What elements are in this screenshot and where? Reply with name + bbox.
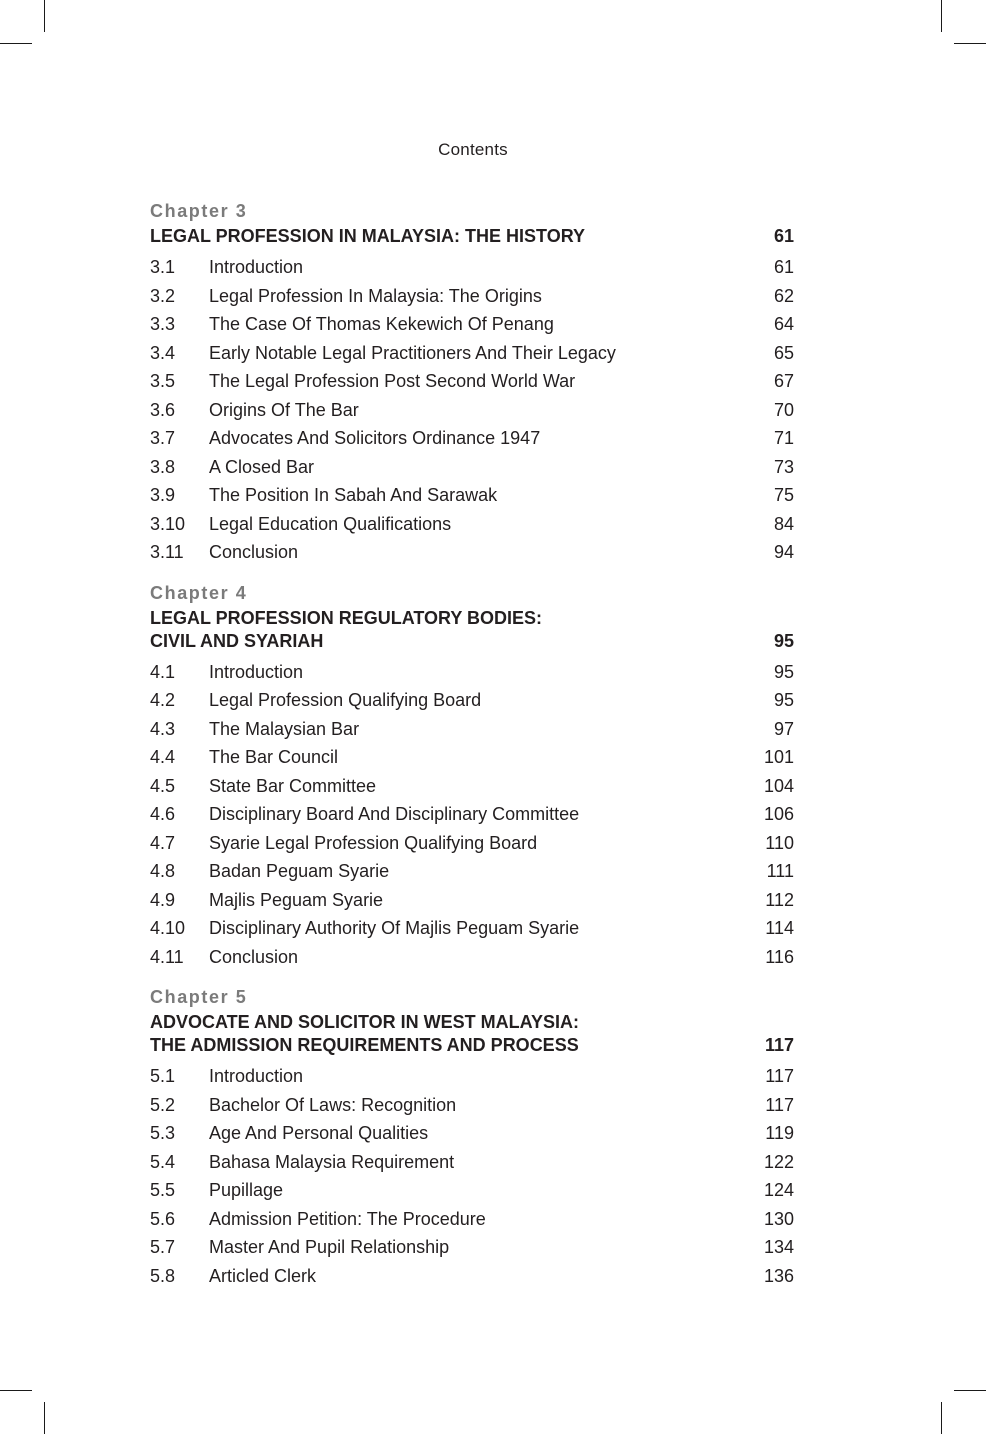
section-title: Majlis Peguam Syarie [209, 889, 384, 910]
section-number: 5.5 [150, 1180, 176, 1200]
crop-mark-bottom-left-horizontal [0, 1390, 32, 1391]
section-title: Conclusion [209, 542, 299, 562]
section-title: Legal Education Qualifications [209, 513, 452, 534]
section-number: 3.7 [150, 428, 176, 448]
section-row [150, 886, 794, 915]
section-row [150, 339, 794, 368]
section-row [150, 686, 794, 715]
section-title: A Closed Bar [209, 456, 315, 477]
section-row [150, 282, 794, 311]
section-page-number: 67 [773, 371, 794, 391]
section-title: Bahasa Malaysia Requirement [209, 1151, 455, 1172]
crop-mark-top-right-vertical [941, 0, 942, 32]
section-row [150, 772, 794, 801]
section-title: Bachelor Of Laws: Recognition [209, 1094, 457, 1115]
crop-mark-top-left-horizontal [0, 43, 32, 44]
section-row [150, 1205, 794, 1234]
section-title: Conclusion [209, 946, 299, 967]
section-row [150, 367, 794, 396]
section-page-number: 116 [765, 946, 794, 967]
section-title: Legal Profession In Malaysia: The Origins [209, 285, 542, 306]
section-title: State Bar Committee [209, 775, 377, 796]
section-title: The Bar Council [209, 747, 339, 767]
section-page-number: 106 [763, 804, 794, 824]
chapter-title-line: ADVOCATE AND SOLICITOR IN WEST MALAYSIA: [150, 1012, 580, 1032]
chapter-3-block [150, 197, 794, 567]
section-page-number: 117 [765, 1066, 794, 1086]
section-number: 5.8 [150, 1265, 176, 1286]
section-page-number: 117 [765, 1094, 794, 1115]
section-row [150, 1148, 794, 1177]
chapter-4-block [150, 579, 794, 972]
section-page-number: 112 [765, 889, 794, 910]
section-page-number: 75 [773, 485, 794, 505]
section-title: Disciplinary Board And Disciplinary Committee [209, 804, 580, 824]
section-number: 3.5 [150, 371, 176, 391]
section-row [150, 481, 794, 510]
section-row [150, 829, 794, 858]
section-page-number: 124 [763, 1180, 794, 1200]
section-row [150, 1176, 794, 1205]
section-page-number: 114 [765, 918, 794, 938]
section-row [150, 453, 794, 482]
section-title: Admission Petition: The Procedure [209, 1208, 486, 1229]
section-title: Master And Pupil Relationship [209, 1237, 450, 1257]
section-page-number: 95 [773, 690, 794, 710]
section-page-number: 94 [773, 542, 794, 562]
section-page-number: 101 [763, 747, 794, 767]
section-number: 5.4 [150, 1151, 176, 1172]
section-number: 4.10 [150, 918, 186, 938]
section-row [150, 658, 794, 687]
section-page-number: 136 [763, 1265, 794, 1286]
section-row [150, 253, 794, 282]
section-number: 4.9 [150, 889, 176, 910]
chapter-page-number: 95 [773, 630, 794, 651]
section-page-number: 104 [763, 775, 794, 796]
crop-mark-top-right-horizontal [954, 43, 986, 44]
section-title: Advocates And Solicitors Ordinance 1947 [209, 428, 541, 448]
section-number: 4.4 [150, 747, 176, 767]
section-title: Introduction [209, 257, 304, 277]
section-page-number: 73 [773, 456, 794, 477]
section-page-number: 71 [773, 428, 794, 448]
section-number: 3.11 [150, 542, 184, 562]
table-of-contents [150, 197, 794, 1302]
section-title: Pupillage [209, 1180, 284, 1200]
section-number: 3.10 [150, 513, 186, 534]
section-row [150, 857, 794, 886]
crop-mark-bottom-right-vertical [941, 1402, 942, 1434]
section-title: Articled Clerk [209, 1265, 317, 1286]
section-title: Introduction [209, 1066, 304, 1086]
section-page-number: 64 [773, 314, 794, 334]
chapter-page-number: 117 [764, 1035, 794, 1055]
crop-mark-bottom-right-horizontal [954, 1390, 986, 1391]
section-number: 3.3 [150, 314, 176, 334]
section-number: 4.1 [150, 661, 176, 682]
section-number: 3.6 [150, 399, 176, 420]
section-number: 4.6 [150, 804, 176, 824]
chapter-title-row [150, 225, 794, 253]
section-row [150, 310, 794, 339]
section-title: Early Notable Legal Practitioners And Their Legacy [209, 342, 616, 363]
section-page-number: 95 [773, 661, 794, 682]
section-title: Origins Of The Bar [209, 399, 359, 420]
chapter-title-row [150, 1011, 794, 1062]
section-number: 4.8 [150, 861, 176, 881]
section-page-number: 70 [773, 399, 794, 420]
section-page-number: 84 [773, 513, 794, 534]
section-title: Syarie Legal Profession Qualifying Board [209, 832, 538, 853]
chapter-title-line: THE ADMISSION REQUIREMENTS AND PROCESS [150, 1035, 579, 1055]
chapter-title [150, 607, 542, 653]
section-number: 5.3 [150, 1123, 176, 1143]
running-head: Contents [438, 140, 508, 159]
section-row [150, 424, 794, 453]
section-number: 4.11 [150, 946, 184, 967]
section-number: 3.4 [150, 342, 176, 363]
section-page-number: 119 [765, 1123, 794, 1143]
chapter-title-row [150, 607, 794, 658]
section-page-number: 65 [773, 342, 794, 363]
section-row [150, 538, 794, 567]
section-page-number: 110 [765, 832, 794, 853]
section-row [150, 715, 794, 744]
section-row [150, 914, 794, 943]
section-title: Introduction [209, 661, 304, 682]
section-row [150, 396, 794, 425]
chapter-label: Chapter 4 [150, 582, 248, 603]
section-title: The Position In Sabah And Sarawak [209, 485, 498, 505]
section-title: Age And Personal Qualities [209, 1123, 429, 1143]
section-row [150, 1062, 794, 1091]
crop-mark-top-left-vertical [44, 0, 45, 32]
section-row [150, 743, 794, 772]
section-row [150, 1233, 794, 1262]
section-number: 3.9 [150, 485, 176, 505]
section-row [150, 510, 794, 539]
section-number: 3.8 [150, 456, 176, 477]
section-number: 4.2 [150, 690, 176, 710]
chapter-title [150, 225, 585, 248]
section-page-number: 134 [763, 1237, 794, 1257]
section-number: 5.6 [150, 1208, 176, 1229]
section-row [150, 1262, 794, 1291]
section-title: Badan Peguam Syarie [209, 861, 390, 881]
section-number: 5.7 [150, 1237, 176, 1257]
section-page-number: 62 [773, 285, 794, 306]
section-page-number: 61 [773, 257, 794, 277]
section-title: Legal Profession Qualifying Board [209, 690, 482, 710]
chapter-title-line: CIVIL AND SYARIAH [150, 630, 324, 651]
section-number: 5.2 [150, 1094, 176, 1115]
chapter-5-block [150, 983, 794, 1290]
section-page-number: 111 [766, 861, 794, 881]
section-number: 3.1 [150, 257, 176, 277]
section-row [150, 943, 794, 972]
section-number: 5.1 [150, 1066, 176, 1086]
section-page-number: 97 [773, 718, 794, 739]
chapter-title-line: LEGAL PROFESSION IN MALAYSIA: THE HISTORY [150, 226, 586, 246]
section-title: The Case Of Thomas Kekewich Of Penang [209, 314, 554, 334]
section-page-number: 130 [763, 1208, 794, 1229]
chapter-label: Chapter 3 [150, 201, 248, 221]
section-row [150, 1091, 794, 1120]
section-title: The Legal Profession Post Second World War [209, 371, 576, 391]
section-number: 4.3 [150, 718, 176, 739]
section-number: 4.7 [150, 832, 176, 853]
section-title: The Malaysian Bar [209, 718, 360, 739]
chapter-title [150, 1011, 579, 1057]
section-number: 4.5 [150, 775, 176, 796]
chapter-page-number: 61 [773, 226, 794, 246]
section-row [150, 1119, 794, 1148]
section-page-number: 122 [763, 1151, 794, 1172]
section-number: 3.2 [150, 285, 176, 306]
section-title: Disciplinary Authority Of Majlis Peguam Syarie [209, 918, 580, 938]
section-row [150, 800, 794, 829]
chapter-title-line: LEGAL PROFESSION REGULATORY BODIES: [150, 607, 543, 628]
crop-mark-bottom-left-vertical [44, 1402, 45, 1434]
chapter-label: Chapter 5 [150, 987, 248, 1007]
